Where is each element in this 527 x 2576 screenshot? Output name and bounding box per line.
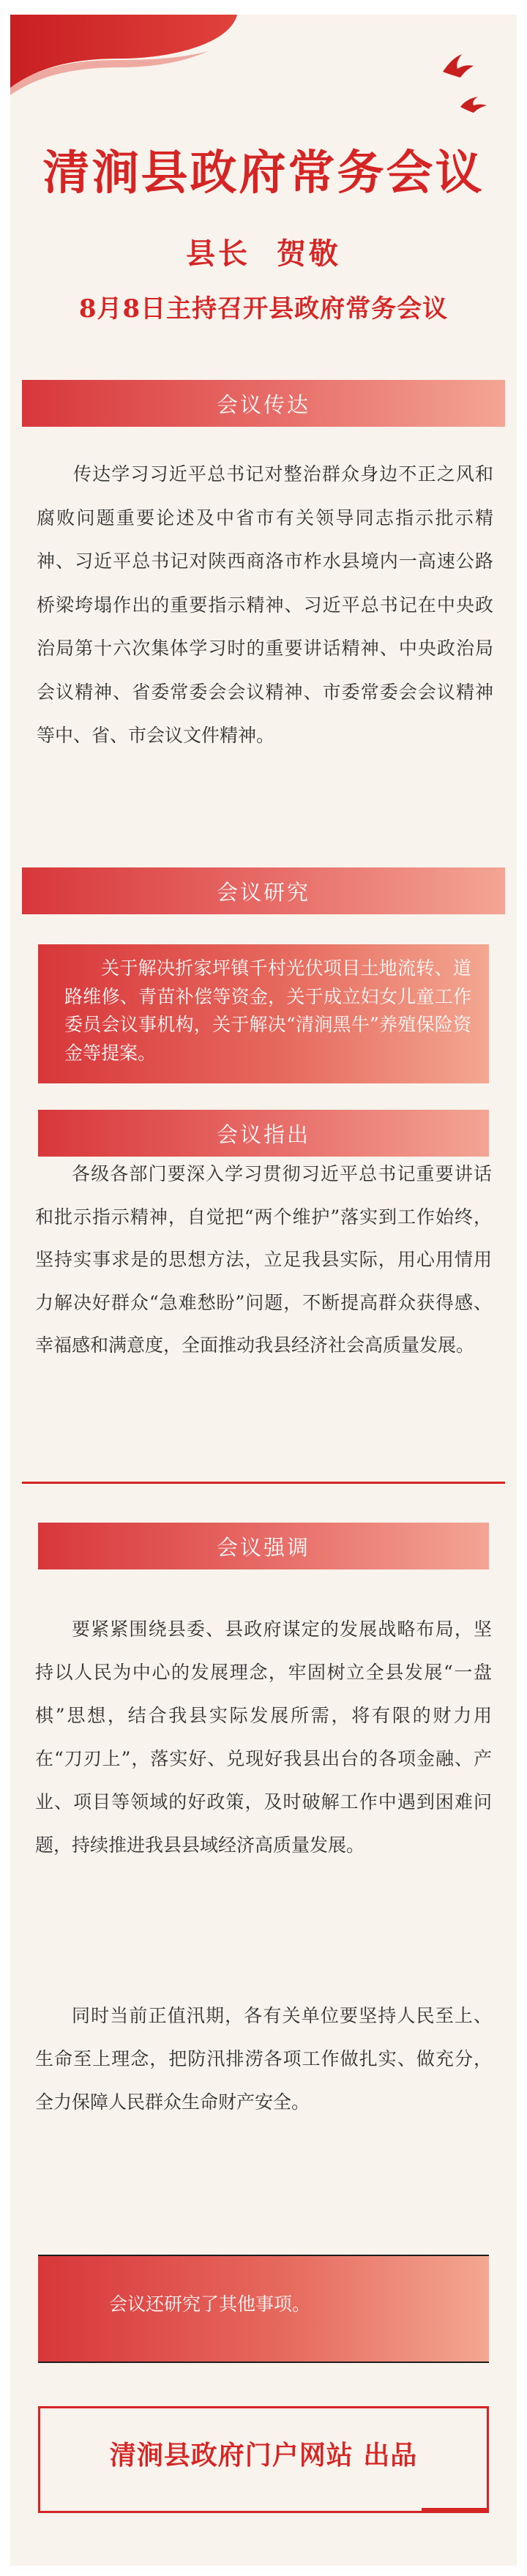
other-matters-text: 会议还研究了其他事项。 [109,2293,311,2315]
page-title: 清涧县政府常务会议 [42,146,485,201]
study-paragraph: 关于解决折家坪镇千村光伏项目土地流转、道路维修、青苗补偿等资金，关于成立妇女儿童工作委员会议事机构，关于解决“清涧黑牛”养殖保险资金等提案。 [64,957,471,1064]
section-heading-transmit: 会议传达 [22,380,505,427]
section-heading-study: 会议研究 [22,867,505,914]
study-box [38,944,489,1083]
footer-box [38,2406,489,2513]
section-divider [22,1482,505,1484]
presenter-line: 县长 贺敬 [186,236,341,271]
emphasize-paragraph-2: 同时当前正值汛期，各有关单位要坚持人民至上、生命至上理念，把防汛排涝各项工作做扎实、做充分，全力保障人民群众生命财产安全。 [35,2005,492,2113]
date-line: 8月8日主持召开县政府常务会议 [78,294,449,324]
other-matters-box [38,2255,489,2363]
section-heading-emphasize: 会议强调 [38,1523,489,1569]
transmit-paragraph: 传达学习习近平总书记对整治群众身边不正之风和腐败问题重要论述及中省市有关领导同志指示批示精神、习近平总书记对陕西商洛市柞水县境内一高速公路桥梁垮塌作出的重要指示精神、习近平总书记在中央政治局第十六次集体学习时的重要讲话精神、中央政治局会议精神、省委常委会会议精神、市委常委会会议精神等中、省、市会议文件精神。 [37,463,493,746]
point-paragraph: 各级各部门要深入学习贯彻习近平总书记重要讲话和批示指示精神，自觉把“两个维护”落实到工作始终，坚持实事求是的思想方法，立足我县实际，用心用情用力解决好群众“急难愁盼”问题，不断提高群众获得感、幸福感和满意度，全面推动我县经济社会高质量发展。 [35,1163,492,1356]
birds-icon [428,35,494,116]
emphasize-paragraph-1: 要紧紧围绕县委、县政府谋定的发展战略布局，坚持以人民为中心的发展理念，牢固树立全县发展“一盘棋”思想，结合我县实际发展所需，将有限的财力用在“刀刃上”，落实好、兑现好我县出台的各项金融、产业、项目等领域的好政策，及时破解工作中遇到困难问题，持续推进我县县域经济高质量发展。 [35,1619,492,1856]
footer-credit: 清涧县政府门户网站 出品 [109,2440,418,2471]
red-wave-decoration [10,15,244,95]
section-heading-point: 会议指出 [38,1110,489,1157]
footer-accent-bar [422,2508,489,2513]
